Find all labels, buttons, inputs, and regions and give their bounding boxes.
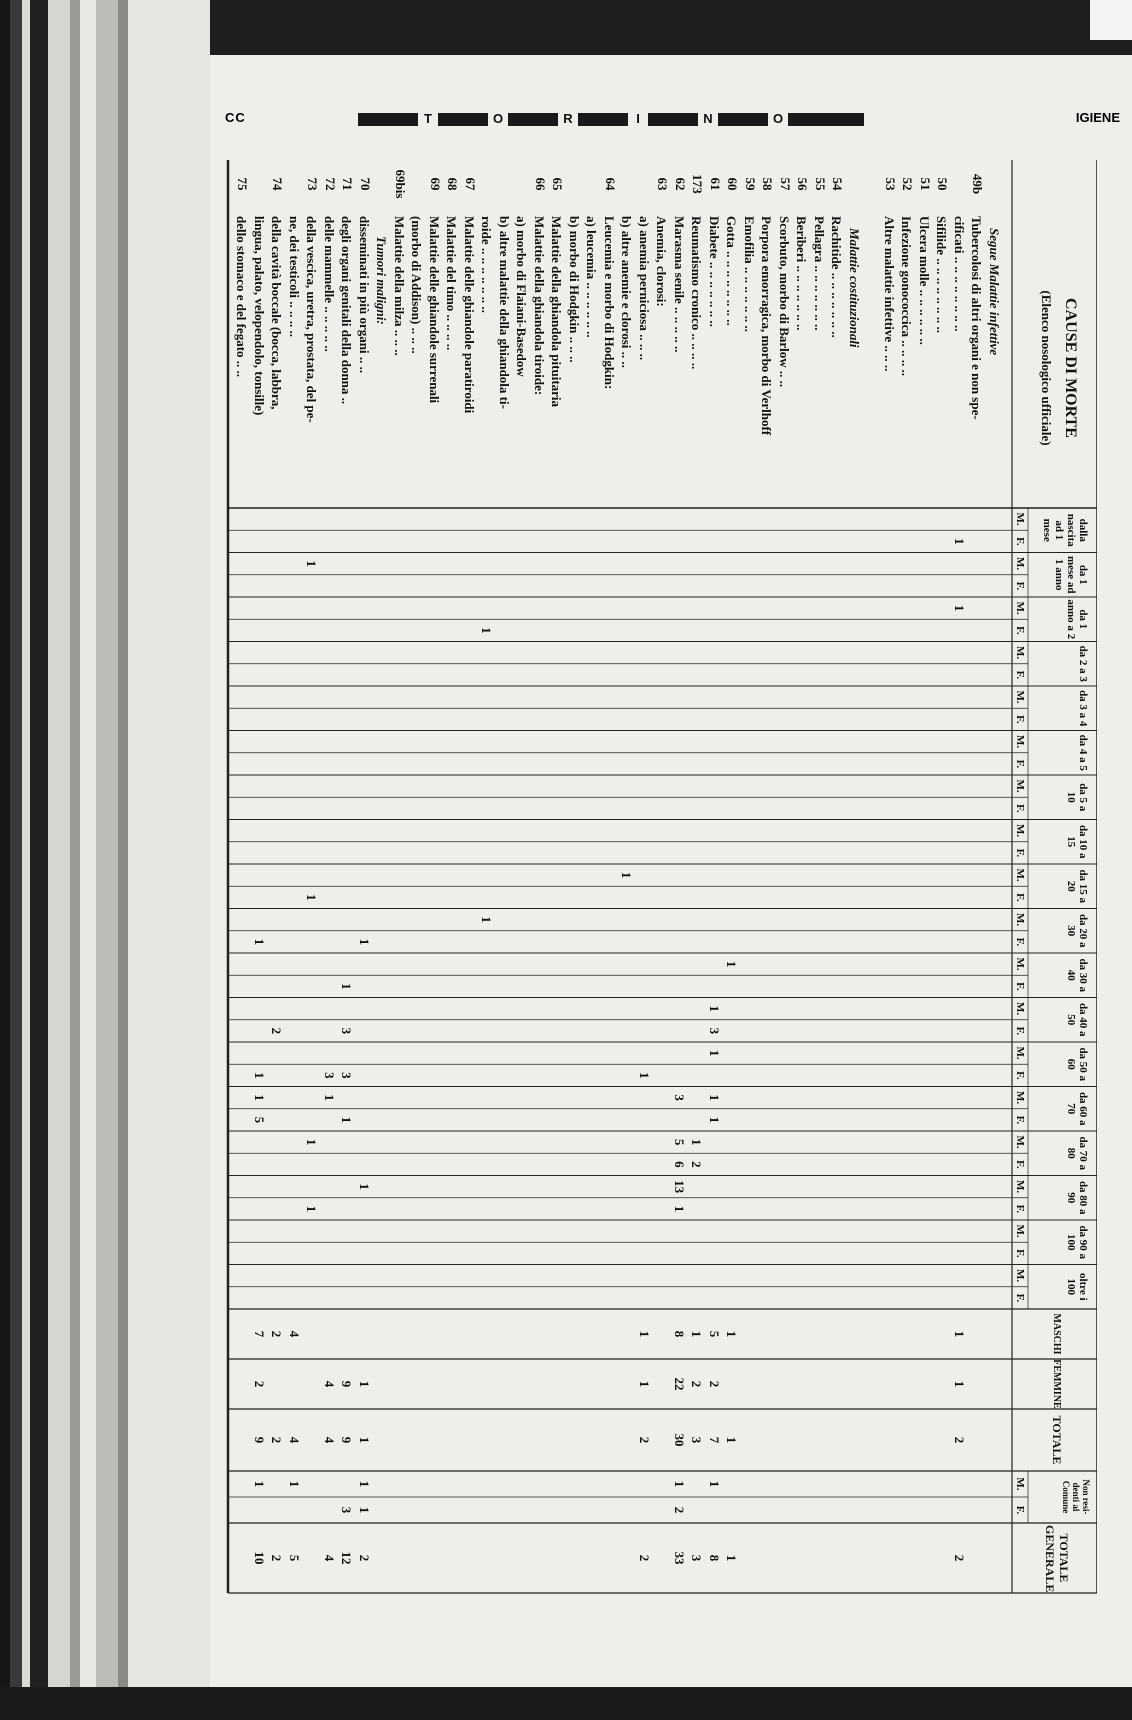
table-row (372, 160, 390, 1720)
row-totale: 3 (689, 1436, 705, 1444)
row-nr-m: 1 (252, 1480, 267, 1488)
nr-m-header: M. (1014, 1477, 1026, 1491)
table-row (950, 160, 968, 1720)
row-cause: Scorbuto, morbo di Barlow .. .. (777, 216, 792, 388)
sex-header-m: M. (1014, 601, 1026, 615)
age-value: 1 (479, 916, 495, 923)
row-tg: 5 (287, 1554, 302, 1562)
age-value: 2 (269, 1027, 285, 1035)
non-residenti-header: Non resi-denti al Comune (1061, 1479, 1091, 1515)
row-cause: a) leucemia .. .. .. .. .. .. (584, 216, 600, 338)
row-femmine: 4 (322, 1380, 337, 1388)
row-cause: Tumori maligni: (374, 236, 390, 325)
sex-header-f: F. (1014, 715, 1026, 724)
row-code: 54 (830, 177, 846, 191)
row-code: 66 (533, 177, 548, 191)
table-row (705, 160, 723, 1720)
sex-header-m: M. (1014, 824, 1026, 838)
row-cause: Malattie delle ghiandole surrenali (427, 216, 442, 404)
row-code: 69bis (393, 169, 408, 199)
row-totale: 2 (269, 1436, 285, 1444)
age-value: 1 (304, 1205, 320, 1213)
row-cause: Segue Malattie infettive (987, 228, 1002, 356)
row-tg: 12 (339, 1551, 355, 1565)
row-code: 73 (305, 177, 321, 191)
sex-header-f: F. (1014, 982, 1026, 991)
row-code: 57 (778, 177, 793, 191)
row-totale: 1 (724, 1436, 740, 1444)
sex-header-f: F. (1014, 537, 1026, 546)
cause-subheader: (Elenco nosologico ufficiale) (1039, 290, 1054, 446)
row-tg: 3 (689, 1554, 705, 1562)
row-totale: 9 (339, 1436, 355, 1444)
table-row (897, 160, 915, 1720)
row-cause: Malattie della ghiandola pituitaria (549, 216, 565, 408)
row-maschi: 1 (689, 1330, 705, 1338)
age-value: 1 (304, 894, 320, 901)
row-cause: della vescica, uretra, prostata, del pe- (304, 216, 320, 423)
title-letter: T (418, 111, 438, 126)
row-code: 51 (918, 177, 933, 191)
age-column-header: da 50 a 60 (1065, 1047, 1089, 1082)
row-cause: b) altre anemie e clorosi .. .. (619, 216, 635, 368)
age-column-header: da 4 a 5 (1077, 734, 1089, 771)
sex-header-m: M. (1014, 512, 1026, 526)
table-row (722, 160, 740, 1720)
row-tg: 2 (637, 1554, 652, 1562)
row-maschi: 1 (724, 1330, 740, 1338)
row-cause: Malattie della ghiandola tiroide: (532, 216, 547, 396)
table-row (337, 160, 355, 1720)
row-cause: Marasma senile .. .. .. .. .. (672, 216, 687, 353)
age-value: 1 (952, 538, 967, 545)
title-letter: N (698, 111, 718, 126)
age-value: 1 (339, 1116, 355, 1124)
row-cause: cificati .. .. .. .. .. .. .. .. (952, 216, 967, 332)
row-code: 58 (760, 177, 776, 191)
age-value: 1 (357, 1183, 372, 1190)
maschi-header: MASCHI (1051, 1313, 1062, 1355)
title-band (358, 113, 864, 126)
row-femmine: 2 (689, 1380, 705, 1388)
age-column-header: da 1 mese ad 1 anno (1053, 555, 1089, 594)
table-row (267, 160, 285, 1720)
age-value: 1 (252, 1094, 267, 1101)
row-code: 72 (323, 177, 338, 191)
table-row (827, 160, 845, 1720)
row-femmine: 2 (707, 1380, 722, 1388)
row-nr-f: 1 (357, 1506, 372, 1514)
sex-header-f: F. (1014, 893, 1026, 902)
table-row (530, 160, 548, 1720)
sex-header-f: F. (1014, 581, 1026, 591)
row-cause: Malattie della milza .. .. .. (392, 216, 407, 356)
sex-header-f: F. (1014, 1071, 1026, 1080)
sex-header-m: M. (1014, 779, 1026, 793)
femmine-header: FEMMINE (1051, 1359, 1062, 1409)
sex-header-m: M. (1014, 957, 1026, 971)
table-row (880, 160, 898, 1720)
sex-header-f: F. (1014, 804, 1026, 813)
age-column-header: da 2 a 3 (1077, 645, 1089, 682)
table-row (582, 160, 600, 1720)
sex-header-f: F. (1014, 759, 1026, 769)
mortality-table (217, 160, 1097, 1720)
table-row (477, 160, 495, 1720)
row-totale: 9 (252, 1436, 267, 1444)
row-code: 64 (603, 177, 618, 191)
sex-header-f: F. (1014, 1204, 1026, 1214)
row-totale: 4 (287, 1436, 302, 1444)
table-row (320, 160, 338, 1720)
sex-header-m: M. (1014, 1135, 1026, 1149)
row-cause: Diabete .. .. .. .. .. .. .. (707, 216, 722, 327)
table-row (617, 160, 635, 1720)
row-cause: Infezione gonococcica .. .. .. .. (899, 216, 915, 376)
row-nr-m: 1 (357, 1480, 372, 1488)
row-cause: Tubercolosi di altri organi e non spe- (969, 216, 985, 420)
table-row (862, 160, 880, 1720)
row-cause: lingua, palato, velopendolo, tonsille) (252, 216, 267, 416)
cause-header: CAUSE DI MORTE (1062, 298, 1079, 438)
age-value: 1 (304, 1138, 320, 1146)
row-femmine: 9 (339, 1380, 355, 1388)
row-code: 69 (428, 177, 443, 191)
sex-header-m: M. (1014, 557, 1026, 571)
row-code: 49b (970, 173, 986, 195)
sex-header-f: F. (1014, 670, 1026, 680)
sex-header-m: M. (1014, 690, 1026, 704)
row-tg: 1 (724, 1554, 740, 1562)
row-cause: Leucemia e morbo di Hodgkin: (602, 216, 617, 390)
row-cause: Altre malattie infettive .. .. .. (882, 216, 897, 372)
row-tg: 10 (252, 1551, 267, 1565)
table-row (495, 160, 513, 1720)
table-row (232, 160, 250, 1720)
row-code: 173 (690, 174, 706, 194)
table-row (635, 160, 653, 1720)
age-value: 1 (724, 960, 740, 968)
row-code: 71 (340, 177, 356, 191)
row-cause: Rachitide .. .. .. .. .. .. .. (829, 216, 845, 338)
sex-header-m: M. (1014, 646, 1026, 660)
row-code: 61 (708, 177, 723, 191)
age-value: 1 (672, 1205, 687, 1213)
row-tg: 2 (269, 1554, 285, 1562)
age-column-header: da 5 a 10 (1065, 783, 1089, 812)
sex-header-f: F. (1014, 1293, 1026, 1303)
age-value: 3 (339, 1027, 355, 1035)
age-value: 3 (339, 1072, 355, 1079)
sex-header-f: F. (1014, 626, 1026, 635)
age-value: 1 (707, 1094, 722, 1101)
row-code: 56 (795, 177, 811, 191)
table-row (425, 160, 443, 1720)
row-code: 70 (358, 177, 373, 191)
table-row (302, 160, 320, 1720)
sex-header-f: F. (1014, 1026, 1026, 1036)
row-maschi: 8 (672, 1330, 687, 1338)
row-code: 53 (883, 177, 898, 191)
sex-header-m: M. (1014, 735, 1026, 749)
row-code: 60 (725, 177, 741, 191)
row-cause: delle mammelle .. .. .. .. .. (322, 216, 337, 352)
age-value: 1 (252, 938, 267, 946)
row-cause: roide .. .. .. .. .. .. .. (479, 216, 495, 313)
age-value: 1 (707, 1049, 722, 1057)
book-binding (0, 0, 210, 1687)
age-value: 1 (707, 1005, 722, 1012)
age-value: 5 (672, 1138, 687, 1146)
row-code: 63 (655, 177, 671, 191)
age-column-header: da 10 a 15 (1065, 824, 1089, 859)
sex-header-f: F. (1014, 848, 1026, 858)
age-column-header: da 20 a 30 (1065, 913, 1089, 948)
page-number: CC (225, 110, 246, 125)
age-value: 5 (252, 1116, 267, 1124)
sex-header-m: M. (1014, 1180, 1026, 1194)
row-maschi: 2 (269, 1330, 285, 1338)
row-cause: Malattie delle ghiandole paratiroidi (462, 216, 477, 414)
row-nr-f: 2 (672, 1506, 687, 1514)
row-nr-m: 1 (672, 1480, 687, 1488)
row-nr-m: 1 (707, 1480, 722, 1488)
age-column-header: da 1 anno a 2 (1065, 599, 1089, 640)
table-row (600, 160, 618, 1720)
table-row (407, 160, 425, 1720)
age-value: 1 (304, 560, 320, 567)
sex-header-m: M. (1014, 1269, 1026, 1283)
row-cause: Porpora emorragica, morbo di Verlhoff (759, 216, 775, 436)
row-cause: Malattie costituzionali (847, 228, 862, 348)
age-column-header: oltre i 100 (1065, 1272, 1089, 1301)
row-cause: a) morbo di Flaiani-Basedow (514, 216, 530, 377)
table-row (652, 160, 670, 1720)
row-femmine: 22 (672, 1377, 687, 1391)
table-row (670, 160, 688, 1720)
table-row (845, 160, 863, 1720)
row-code: 62 (673, 177, 688, 191)
sex-header-m: M. (1014, 868, 1026, 882)
row-nr-m: 1 (287, 1480, 302, 1488)
row-totale: 4 (322, 1436, 337, 1444)
age-value: 6 (672, 1161, 687, 1168)
row-maschi: 5 (707, 1330, 722, 1338)
row-cause: Gotta .. .. .. .. .. .. .. .. (724, 216, 740, 326)
age-column-header: da 90 a 100 (1065, 1225, 1089, 1260)
row-cause: b) altre malattie della ghiandola ti- (497, 216, 512, 409)
table-row (460, 160, 478, 1720)
row-maschi: 7 (252, 1330, 267, 1338)
sex-header-m: M. (1014, 1224, 1026, 1238)
row-tg: 4 (322, 1554, 337, 1562)
row-cause: a) anemia perniciosa .. .. .. (637, 216, 652, 361)
sex-header-m: M. (1014, 1091, 1026, 1105)
row-code: 59 (743, 177, 758, 191)
age-value: 1 (619, 871, 635, 879)
row-code: 74 (270, 177, 286, 191)
age-value: 1 (252, 1072, 267, 1079)
section-label: IGIENE (1075, 110, 1120, 125)
age-value: 1 (479, 627, 495, 634)
row-cause: dello stomaco e del fegato .. .. (234, 216, 250, 378)
table-row (285, 160, 303, 1720)
row-cause: Reumatismo cronico .. .. .. .. (689, 216, 705, 370)
row-cause: Ulcera molle .. .. .. .. .. .. (917, 216, 932, 345)
row-femmine: 1 (637, 1380, 652, 1388)
table-row (932, 160, 950, 1720)
row-tg: 8 (707, 1554, 722, 1562)
age-value: 3 (707, 1027, 722, 1035)
row-code: 67 (463, 177, 478, 191)
row-femmine: 2 (252, 1380, 267, 1388)
row-totale: 1 (357, 1436, 372, 1444)
row-cause: della cavità boccale (bocca, labbra, (269, 216, 285, 410)
sex-header-f: F. (1014, 1160, 1026, 1169)
age-value: 1 (322, 1094, 337, 1101)
sex-header-f: F. (1014, 937, 1026, 947)
table-row (547, 160, 565, 1720)
age-value: 1 (952, 604, 967, 612)
nr-f-header: F. (1014, 1505, 1026, 1515)
row-code: 75 (235, 177, 251, 191)
table-row (250, 160, 268, 1720)
row-totale: 2 (952, 1436, 967, 1444)
table-row (757, 160, 775, 1720)
row-code: 55 (813, 177, 828, 191)
age-column-header: da 80 a 90 (1065, 1180, 1089, 1215)
row-code: 52 (900, 177, 916, 191)
row-cause: Emofilia .. .. .. .. .. .. .. (742, 216, 757, 332)
sex-header-m: M. (1014, 1002, 1026, 1016)
table-row (565, 160, 583, 1720)
age-value: 2 (689, 1161, 705, 1168)
age-value: 1 (637, 1072, 652, 1079)
title-letter: O (768, 111, 788, 126)
table-row (390, 160, 408, 1720)
row-cause: Pellagra .. .. .. .. .. .. .. (812, 216, 827, 331)
age-value: 3 (322, 1072, 337, 1079)
table-row (355, 160, 373, 1720)
row-tg: 33 (672, 1551, 687, 1565)
row-maschi: 1 (637, 1330, 652, 1338)
age-column-header: da 70 a 80 (1065, 1136, 1089, 1171)
row-cause: Sifilide .. .. .. .. .. .. .. .. (934, 216, 950, 334)
row-cause: Beriberi .. .. .. .. .. .. .. (794, 216, 810, 331)
age-column-header: da 40 a 50 (1065, 1002, 1089, 1037)
age-column-header: da 30 a 40 (1065, 958, 1089, 993)
table-row (740, 160, 758, 1720)
row-code: 65 (550, 177, 566, 191)
age-value: 1 (707, 1116, 722, 1124)
totale-generale-header: TOTALE GENERALE (1043, 1525, 1071, 1593)
table-row (967, 160, 985, 1720)
row-maschi: 1 (952, 1330, 967, 1338)
row-tg: 2 (357, 1554, 372, 1562)
row-cause: disseminati in più organi .. .. (357, 216, 372, 374)
sex-header-f: F. (1014, 1115, 1026, 1125)
table-row (512, 160, 530, 1720)
table-row (687, 160, 705, 1720)
table-row (985, 160, 1003, 1720)
table-row (442, 160, 460, 1720)
table-row (810, 160, 828, 1720)
row-cause: degli organi genitali della donna .. (339, 216, 355, 405)
row-tg: 2 (952, 1554, 967, 1562)
row-cause: ne, dei testicoli .. .. .. .. (287, 216, 302, 337)
age-value: 3 (672, 1094, 687, 1101)
row-totale: 30 (672, 1433, 687, 1447)
title-letter: O (488, 111, 508, 126)
totale-header: TOTALE (1050, 1415, 1064, 1465)
table-row (775, 160, 793, 1720)
age-column-header: dalla nascita ad 1 mese (1041, 513, 1089, 547)
row-cause: (morbo di Addison) .. .. .. (409, 216, 425, 354)
sex-header-m: M. (1014, 1046, 1026, 1060)
row-cause: b) morbo di Hodgkin .. .. .. (567, 216, 582, 363)
row-code: 50 (935, 177, 951, 191)
row-totale: 2 (637, 1436, 652, 1444)
row-totale: 7 (707, 1436, 722, 1444)
age-value: 1 (357, 938, 372, 946)
title-letter: I (628, 111, 648, 126)
age-column-header: da 15 a 20 (1065, 869, 1089, 904)
sex-header-m: M. (1014, 913, 1026, 927)
row-code: 68 (445, 177, 461, 191)
row-cause: Anemia, clorosi: (654, 216, 670, 307)
age-column-header: da 3 a 4 (1077, 690, 1089, 727)
row-femmine: 1 (357, 1380, 372, 1388)
age-value: 13 (672, 1180, 687, 1194)
row-cause: Malattie del timo .. .. .. .. (444, 216, 460, 351)
age-column-header: da 60 a 70 (1065, 1091, 1089, 1126)
scan-corner (1090, 0, 1132, 40)
age-value: 1 (339, 983, 355, 990)
row-nr-f: 3 (339, 1506, 355, 1514)
table-row (792, 160, 810, 1720)
title-letters (358, 111, 864, 127)
sex-header-f: F. (1014, 1249, 1026, 1258)
age-value: 1 (689, 1138, 705, 1146)
row-femmine: 1 (952, 1380, 967, 1388)
title-letter: R (558, 111, 578, 126)
row-maschi: 4 (287, 1330, 302, 1338)
table-row (915, 160, 933, 1720)
